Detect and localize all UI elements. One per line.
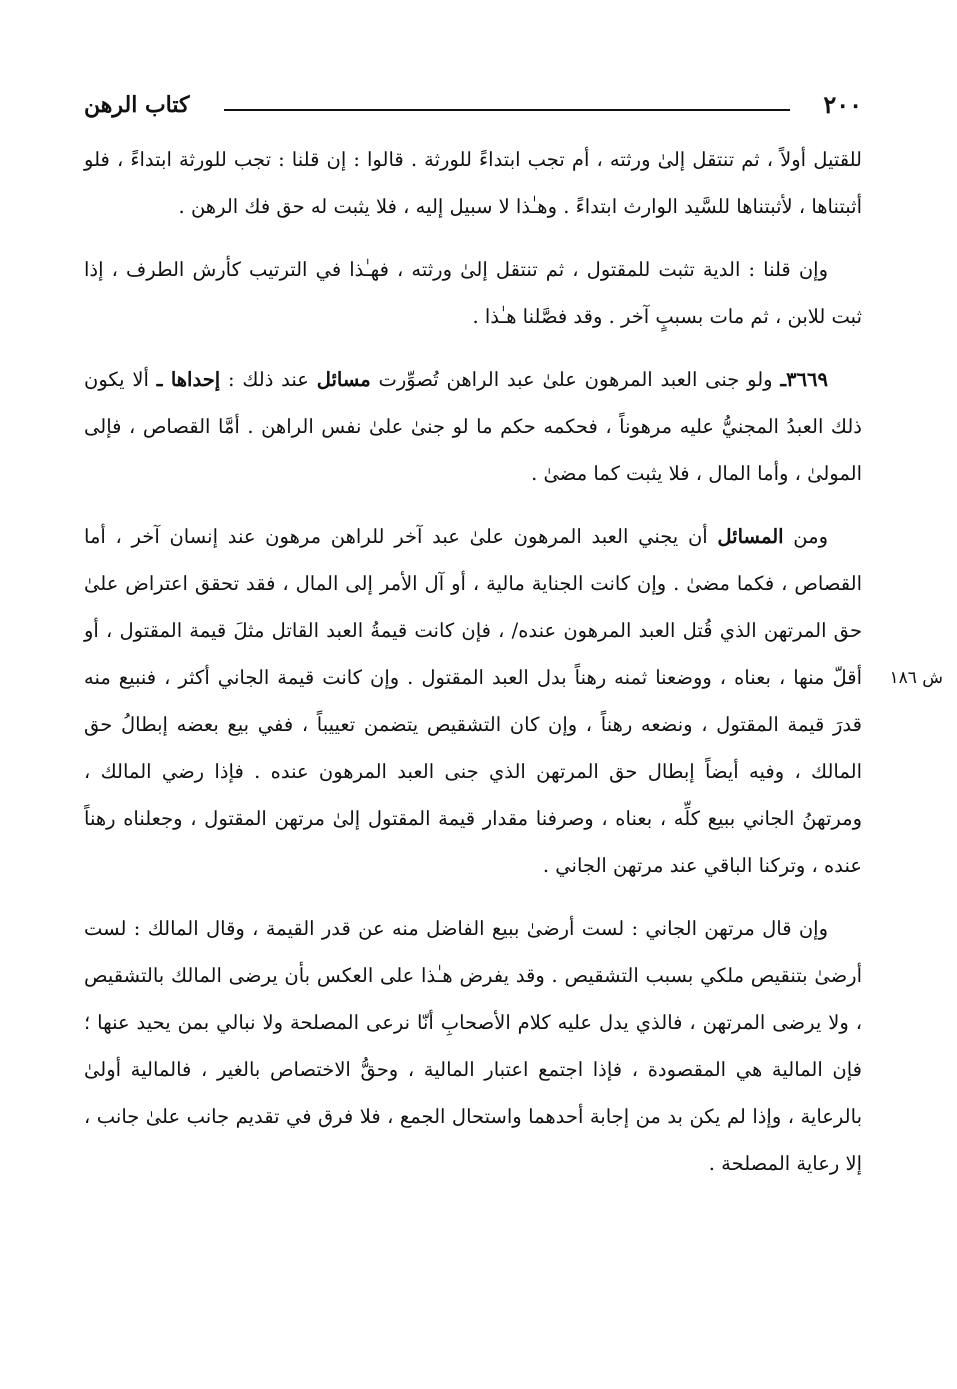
paragraph-3 [84,356,862,497]
paragraph-2: وإن قلنا : الدية تثبت للمقتول ، ثم تنتقل إلىٰ ورثته ، فهـٰذا في الترتيب كأرش الطرف ، إذا ثبت للابن ، ثم مات بسببٍ آخر . وقد فصَّلنا هـٰذا . [84,258,862,328]
paragraph-3-text-a: ولو جنى العبد المرهون علىٰ عبد الراهن تُصوِّرت [370,368,773,391]
paragraph-3-keyword-a: مسائل [316,368,371,391]
page-header [84,88,862,128]
margin-folio-note: ش ١٨٦ [889,668,943,688]
paragraph-4-text-b: أن يجني العبد المرهون علىٰ عبد آخر للراهن مرهون عند إنسان آخر ، أما القصاص ، فكما مضىٰ . وإن كانت الجناية مالية ، أو آل الأمر إلى المال ، فقد تحقق اعتراض علىٰ حق المرتهن الذي قُتل العبد المرهون عنده/ ، فإن كانت قيمةُ العبد القاتل مثلَ قيمة المقتول ، أو أقلّ منها ، بعناه ، ووضعنا ثمنه رهناً بدل العبد المقتول . وإن كانت قيمة الجاني أكثر ، فنبيع منه قدرَ قيمة المقتول ، ونضعه رهناً ، وإن كان التشقيص يتضمن تعييباً ، ففي بيع بعضه إبطالُ حق المالك ، وفيه أيضاً إبطال حق المرتهن الذي جنى العبد المرهون عنده . فإذا رضي المالك ، ومرتهنُ الجاني ببيع كلِّه ، بعناه ، وصرفنا مقدار قيمة المقتول إلىٰ مرتهن المقتول ، وجعلناه رهناً عنده ، وتركنا الباقي عند مرتهن الجاني . [84,525,862,877]
paragraph-4 [84,513,862,889]
section-number: ٣٦٦٩ـ [780,368,828,391]
paragraph-1: للقتيل أولاً ، ثم تنتقل إلىٰ ورثته ، أم تجب ابتداءً للورثة . قالوا : إن قلنا : تجب للورثة ابتداءً ، فلو أثبتناها ، لأثبتناها للسَّيد الوارث ابتداءً . وهـٰذا لا سبيل إليه ، فلا يثبت له حق فك الرهن . [84,148,862,218]
body-text [84,136,862,1203]
book-title: كتاب الرهن [84,92,190,118]
paragraph-3-text-b: عند ذلك : [220,368,317,391]
paragraph-4-text-a: ومن [783,525,829,548]
header-rule [224,109,790,111]
page-number: ٢٠٠ [823,90,862,119]
paragraph-3-text-c: ألا يكون ذلك العبدُ المجنيُّ عليه مرهوناً ، فحكمه حكم ما لو جنىٰ علىٰ نفس الراهن . أمَّا القصاص ، فإلى المولىٰ ، وأما المال ، فلا يثبت كما مضىٰ . [84,368,862,485]
paragraph-5: وإن قال مرتهن الجاني : لست أرضىٰ ببيع الفاضل منه عن قدر القيمة ، وقال المالك : لست أرضىٰ بتنقيص ملكي بسبب التشقيص . وقد يفرض هـٰذا على العكس بأن يرضى المالك بالتشقيص ، ولا يرضى المرتهن ، فالذي يدل عليه كلام الأصحابِ أنّا نرعى المصلحة ولا نبالي بمن يحيد عنها ؛ فإن المالية هي المقصودة ، فإذا اجتمع اعتبار المالية ، وحقُّ الاختصاص بالغير ، فالمالية أولىٰ بالرعاية ، وإذا لم يكن بد من إجابة أحدهما واستحال الجمع ، فلا فرق في تقديم جانب علىٰ جانب ، إلا رعاية المصلحة . [84,917,862,1175]
paragraph-4-keyword-a: المسائل [717,525,784,548]
paragraph-3-keyword-b: إحداها ـ [156,368,221,391]
